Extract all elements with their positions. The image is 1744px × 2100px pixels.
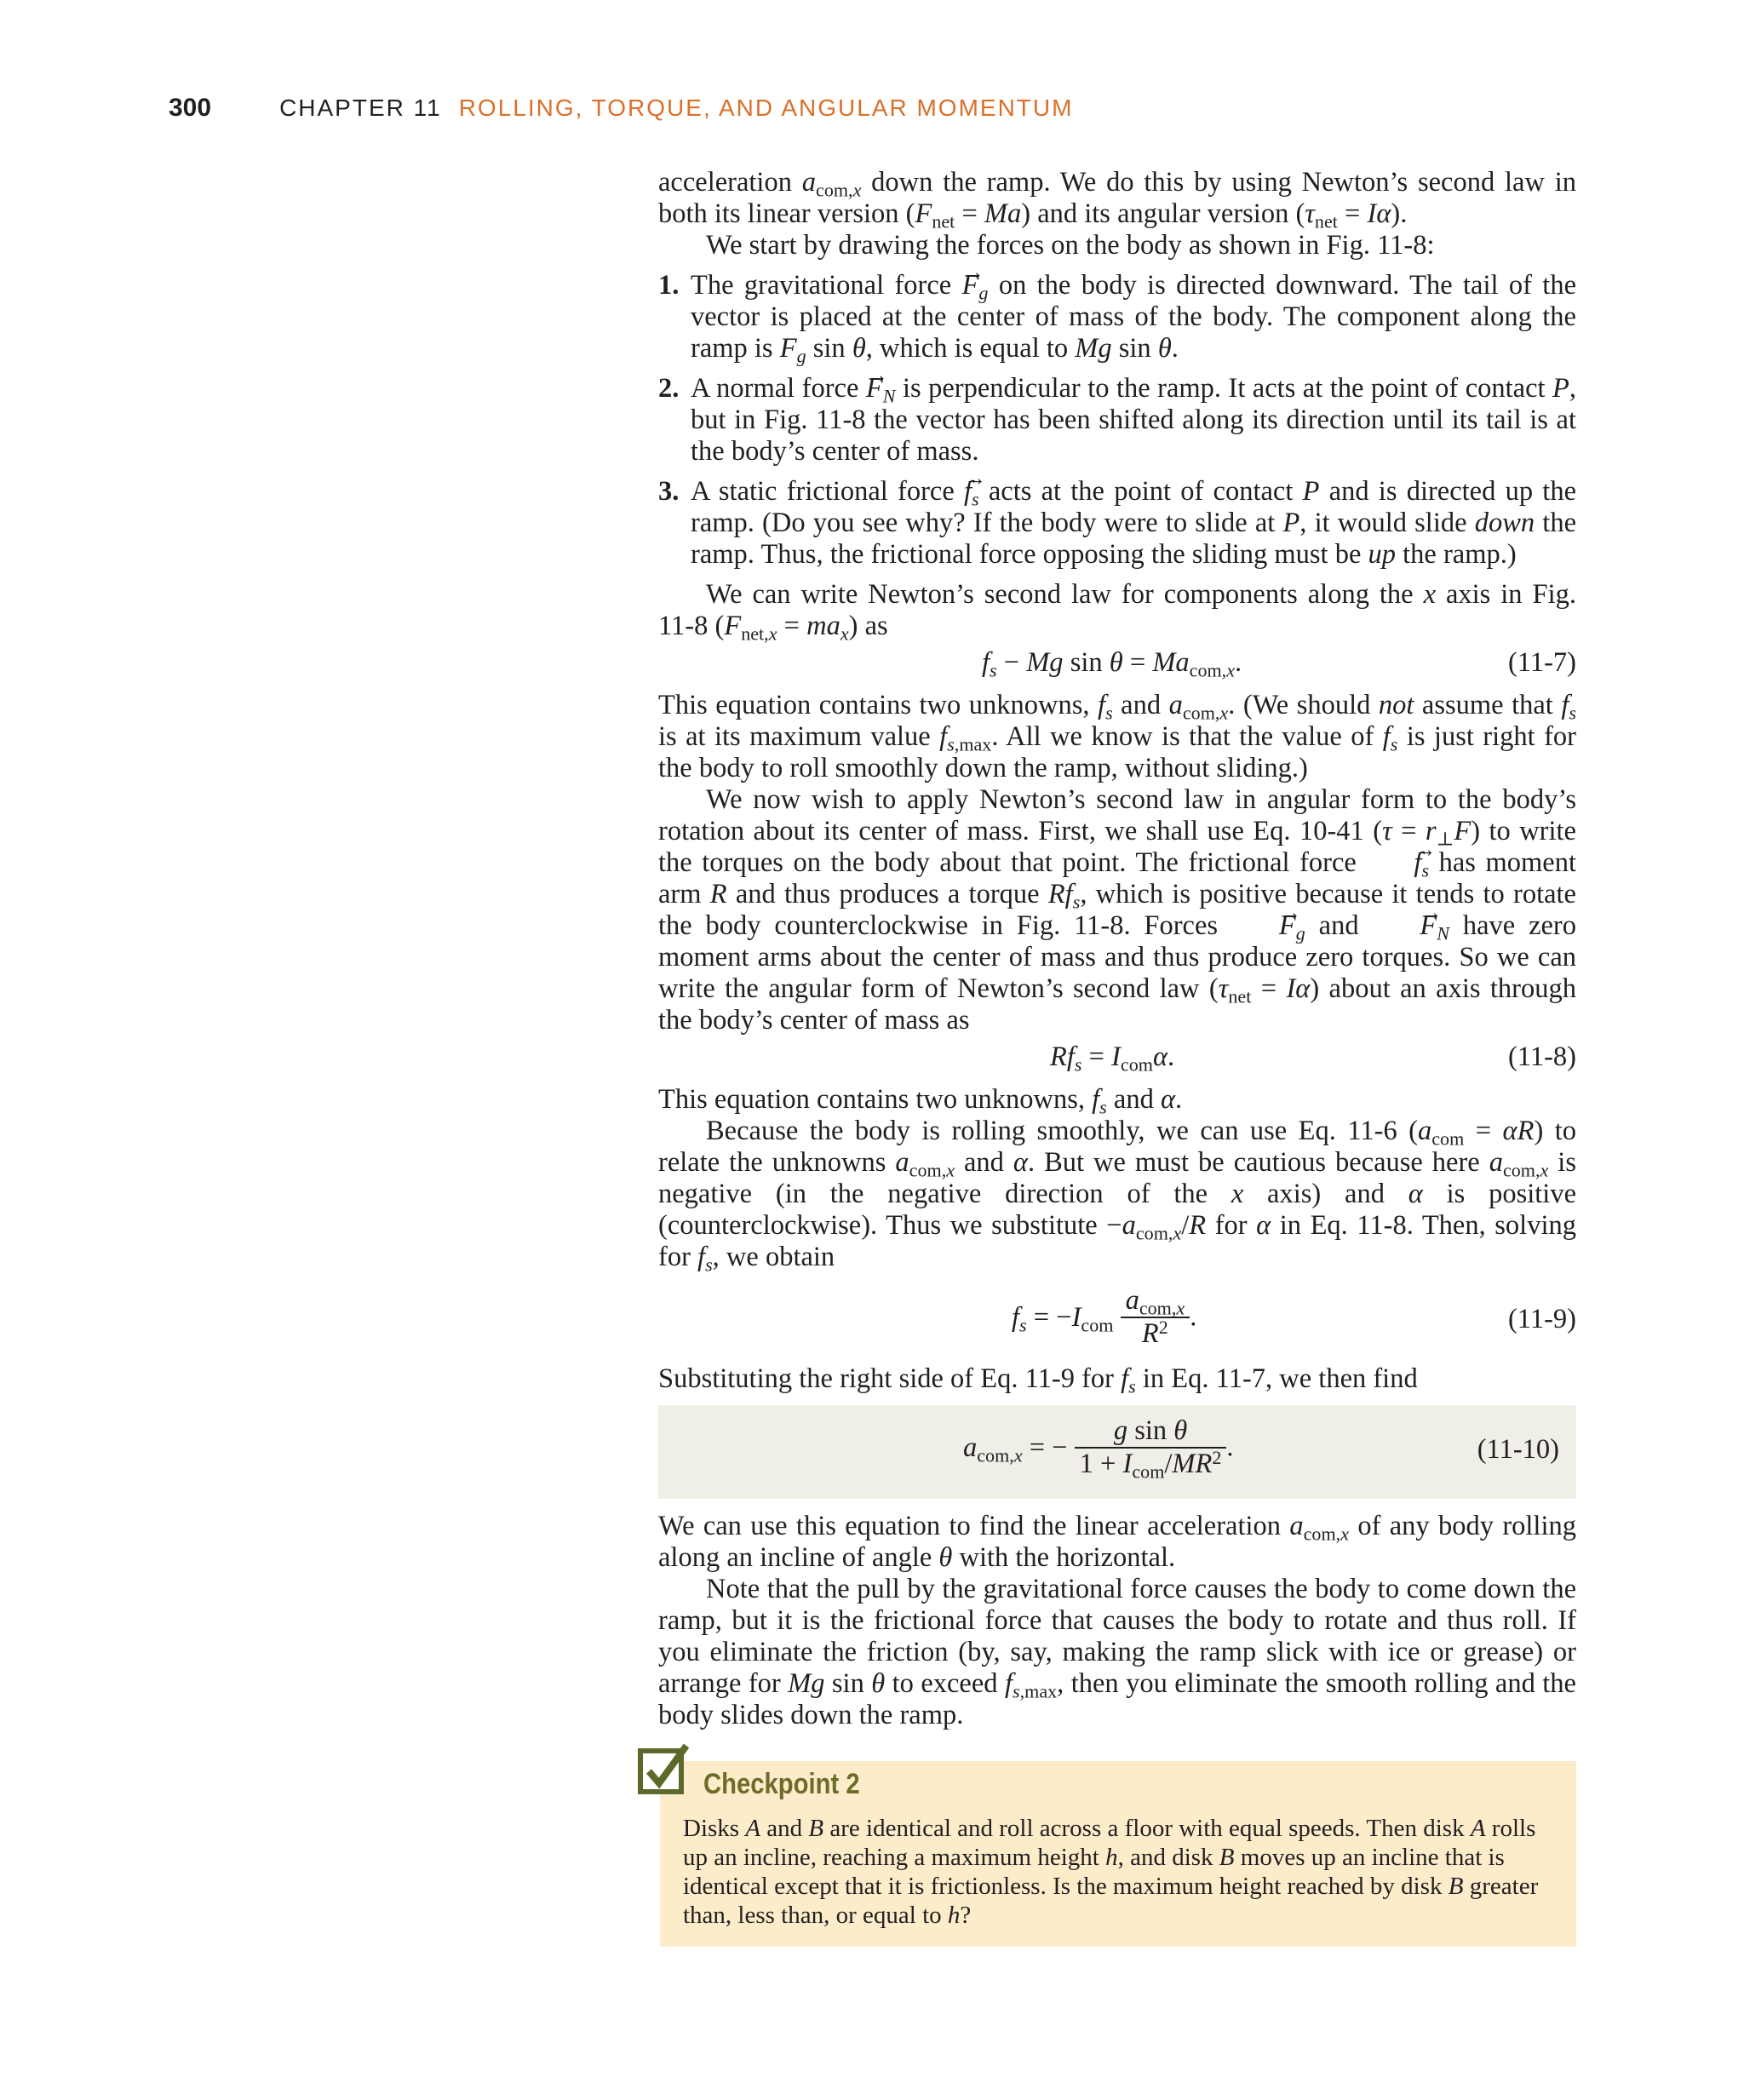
paragraph: We can use this equation to find the linear acceleration $a_{com,x}$ of any body rolling along an incline of angle θ with the horizontal. <box>658 1511 1576 1573</box>
list-item: 2. A normal force → $F_N$ is perpendicular to the ramp. It acts at the point of contact P, but in Fig. 11-8 the vector has been shifted along its direction until its tail is at the body’s center of mass. <box>658 373 1576 468</box>
paragraph: Because the body is rolling smoothly, we can use Eq. 11-6 $(a_{com} = \alpha R)$ to relate the unknowns $a_{com,x}$ and α. But we must be cautious because here $a_{com,x}$ is negative (in the negative direction of the x axis) and α is positive (counterclockwise). Thus we substitute $-a_{com,x}/R$ for α in Eq. 11-8. Then, solving for $f_s$, we obtain <box>658 1116 1576 1276</box>
main-text-column <box>658 167 1576 1731</box>
force-list <box>658 270 1576 571</box>
chapter-title: ROLLING, TORQUE, AND ANGULAR MOMENTUM <box>458 95 1074 121</box>
paragraph: We can write Newton’s second law for components along the x axis in Fig. 11-8 $(F_{net,x} = ma_x)$ as <box>658 579 1576 645</box>
equation-number: (11-8) <box>1507 1041 1576 1072</box>
paragraph: We now wish to apply Newton’s second law in angular form to the body’s rotation about its center of mass. First, we shall use Eq. 10-41 $(\tau = r_\perp F)$ to write the torques on the body about that point. The frictional force → $f_s$ has moment arm R and thus produces a torque $Rf_s$, which is positive because it tends to rotate the body counterclockwise in Fig. 11-8. Forces → $F_g$ and → $F_N$ have zero moment arms about the center of mass and thus produce zero torques. So we can write the angular form of Newton’s second law $(\tau_{net} = I\alpha)$ about an axis through the body’s center of mass as <box>658 784 1576 1036</box>
page-number: 300 <box>169 94 212 122</box>
checkpoint-question: Disks A and B are identical and roll across a floor with equal speeds. Then disk A rolls up an incline, reaching a maximum height h, and disk B moves up an incline that is identical except that it is frictionless. Is the maximum height reached by disk B greater than, less than, or equal to h? <box>683 1815 1539 1929</box>
equation-11-9: $f_s = -I_{com}$ $\frac{a_{com,x}}{R^2}$ . (11-9) <box>1012 1285 1576 1349</box>
paragraph: We start by drawing the forces on the body as shown in Fig. 11-8: <box>706 230 1435 261</box>
paragraph: Substituting the right side of Eq. 11-9 for $f_s$ in Eq. 11-7, we then find <box>658 1363 1418 1397</box>
list-item: 1. The gravitational force → $F_g$ on the body is directed downward. The tail of the vector is placed at the center of mass of the body. The component along the ramp is $F_g$ sin θ, which is equal to Mg sin θ. <box>658 270 1576 364</box>
equation-11-8: $Rf_s = I_{com}\alpha$. (11-8) <box>1050 1041 1576 1076</box>
running-head <box>169 94 1073 128</box>
equation-11-10-box: $a_{com,x}$ = − $\frac{\text{g sin θ}}{1 + I_{com}/MR^2}$ . (11-10) <box>658 1405 1576 1499</box>
chapter-label: CHAPTER 11 <box>279 95 442 121</box>
paragraph: acceleration $a_{com,x}$ down the ramp. We do this by using Newton’s second law in both its linear version $(F_{net} = Ma)$ and its angular version $(\tau_{net} = I\alpha)$. <box>658 167 1576 232</box>
list-item: 3. A static frictional force → $f_s$ acts at the point of contact P and is directed up the ramp. (Do you see why? If the body were to slide at P, it would slide down the ramp. Thus, the frictional force opposing the sliding must be up the ramp.) <box>658 476 1576 571</box>
paragraph: Note that the pull by the gravitational force causes the body to come down the ramp, but it is the frictional force that causes the body to rotate and thus roll. If you eliminate the friction (by, say, making the ramp slick with ice or grease) or arrange for Mg sin θ to exceed $f_{s,max}$, then you eliminate the smooth rolling and the body slides down the ramp. <box>658 1574 1576 1730</box>
checkmark-box-icon <box>637 1742 691 1797</box>
equation-number: (11-10) <box>1477 1434 1559 1465</box>
equation-number: (11-9) <box>1507 1304 1576 1334</box>
paragraph: This equation contains two unknowns, $f_s$ and α. <box>658 1084 1183 1118</box>
paragraph: This equation contains two unknowns, $f_s$ and $a_{com,x}$. (We should not assume that $f_s$ is at its maximum value $f_{s,max}$. All we know is that the value of $f_s$ is just right for the body to roll smoothly down the ramp, without sliding.) <box>658 690 1577 783</box>
equation-number: (11-7) <box>1507 647 1576 678</box>
checkpoint-title: Checkpoint 2 <box>703 1768 860 1800</box>
equation-11-7: $f_s - Mg$ $\sin \theta = Ma_{com,x}$. (11-7) <box>982 647 1576 681</box>
